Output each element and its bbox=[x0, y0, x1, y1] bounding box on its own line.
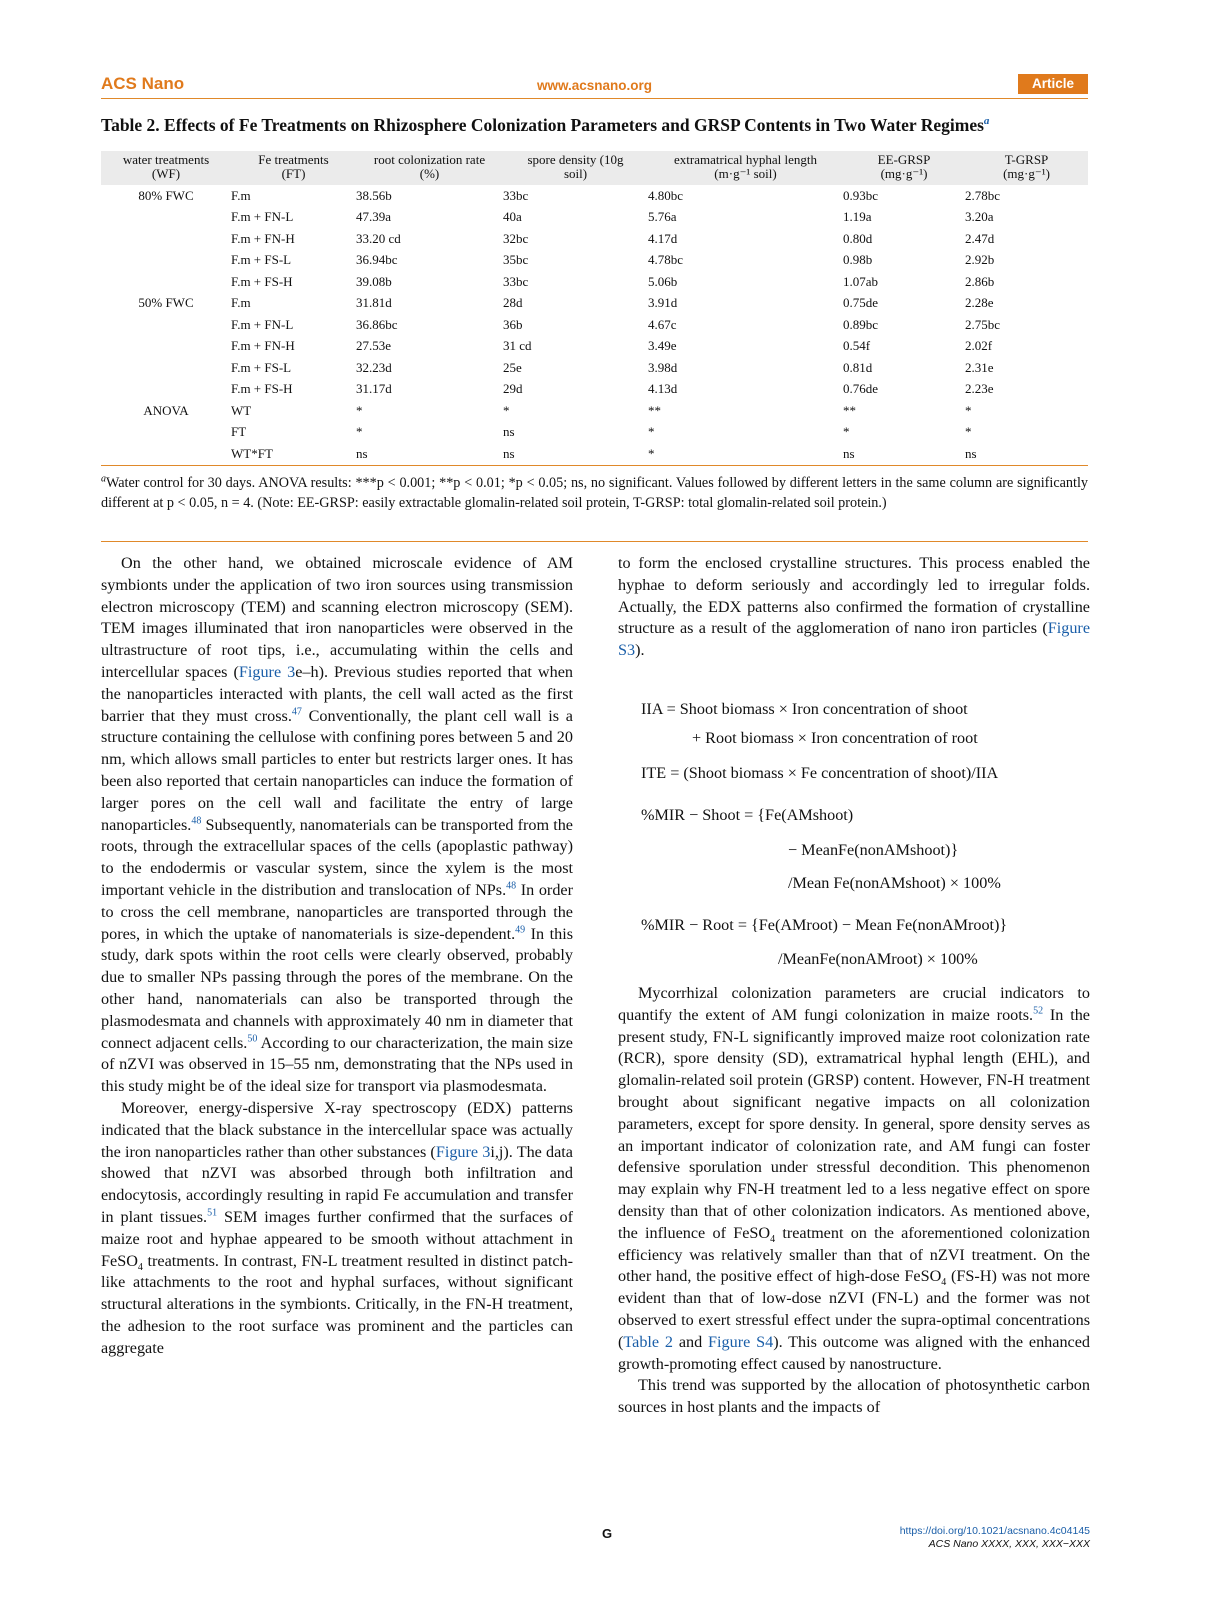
table-cell: F.m + FN-L bbox=[231, 316, 294, 332]
table-cell: 31 cd bbox=[503, 338, 532, 354]
paragraph-colonization-parameters: Mycorrhizal colonization parameters are crucial indicators to quantify the extent of AM fungi colonization in maize roots.$^{52}$ In the present study, FN-L significantly improved maize root colonization rate (RCR), spore density (SD), extramatrical hyphal length (EHL), and glomalin-related soil protein (GRSP) content. However, FN-H treatment brought about significant negative impacts on all colonization parameters, except for spore density. In general, spore density serves as an important indicator of colonization rate, and AM fungi can foster defensive sporulation under stressful decondition. This phenomenon may explain why FN-H treatment led to a less negative effect on spore density than that of other colonization indicators. As mentioned above, the influence of FeSO$_4$ treatment on the aforementioned colonization efficiency was relatively smaller than that of nZVI treatment. On the other hand, the positive effect of high-dose FeSO$_4$ (FS-H) was not more evident than that of low-dose nZVI (FN-L) and the former was not observed to exert stressful effect under the supra-optimal concentrations (Table 2 and Figure S4). This outcome was aligned with the enhanced growth-promoting effect caused by nanostructure. bbox=[618, 984, 1090, 1373]
table-cell: 47.39a bbox=[356, 209, 392, 225]
table-cell: 4.17d bbox=[648, 230, 678, 246]
table-row bbox=[101, 293, 1088, 315]
table-title-text: Table 2. Effects of Fe Treatments on Rhizosphere Colonization Parameters and GRSP Contents in Two Water Regimes bbox=[101, 115, 984, 135]
table-cell: F.m bbox=[231, 295, 251, 311]
table-footnote bbox=[101, 473, 1088, 513]
table-row bbox=[101, 207, 1088, 229]
table-body bbox=[101, 185, 1088, 465]
figure-s3-link[interactable]: Figure S3 bbox=[618, 619, 1090, 660]
reference-51-link[interactable]: 51 bbox=[207, 1207, 218, 1219]
footnote-mark: a bbox=[101, 473, 106, 485]
table-cell: 3.49e bbox=[648, 338, 677, 354]
table-cell: 3.98d bbox=[648, 359, 678, 375]
table-cell bbox=[101, 228, 231, 250]
table-cell: * bbox=[965, 402, 972, 418]
table-cell: ns bbox=[503, 424, 515, 440]
table-cell bbox=[101, 250, 231, 272]
reference-48-link[interactable]: 48 bbox=[191, 815, 202, 827]
table-cell: F.m + FS-H bbox=[231, 273, 293, 289]
table-cell: 33bc bbox=[503, 187, 529, 203]
paragraph-trend: This trend was supported by the allocation of photosynthetic carbon sources in host plants and the impacts of bbox=[618, 1376, 1090, 1417]
table-2-link[interactable]: Table 2 bbox=[623, 1332, 674, 1351]
figure-3-link[interactable]: Figure 3 bbox=[238, 662, 296, 681]
table-header bbox=[101, 151, 1088, 185]
table-cell: * bbox=[965, 424, 972, 440]
table-cell: 3.20a bbox=[965, 209, 994, 225]
table-cell: 0.81d bbox=[843, 359, 873, 375]
table-cell: 29d bbox=[503, 381, 523, 397]
equation-ite: ITE = (Shoot biomass × Fe concentration of shoot)/IIA bbox=[641, 764, 999, 782]
page-header bbox=[101, 72, 1088, 99]
column-header-1 bbox=[231, 151, 356, 185]
column-header-0 bbox=[101, 151, 231, 185]
table-cell: 40a bbox=[503, 209, 522, 225]
table-cell: 1.07ab bbox=[843, 273, 879, 289]
table-cell: 36.86bc bbox=[356, 316, 398, 332]
table-cell: 5.06b bbox=[648, 273, 678, 289]
table-cell: 0.89bc bbox=[843, 316, 879, 332]
column-header-line: spore density (10g bbox=[527, 152, 624, 167]
doi-link[interactable]: https://doi.org/10.1021/acsnano.4c04145 bbox=[899, 1525, 1090, 1537]
table-cell: ns bbox=[356, 443, 503, 465]
equation-iia-line1: IIA = Shoot biomass × Iron concentration of shoot bbox=[641, 700, 968, 718]
column-header-line: water treatments bbox=[122, 152, 210, 167]
table-cell bbox=[101, 336, 231, 358]
figure-3-link-2[interactable]: Figure 3 bbox=[435, 1142, 491, 1161]
table-row bbox=[101, 379, 1088, 401]
equation-mir-root-line1: %MIR − Root = {Fe(AMroot) − Mean Fe(nonAMroot)} bbox=[641, 916, 1008, 934]
table-cell: 38.56b bbox=[356, 187, 392, 203]
column-header-line: (mg·g⁻¹) bbox=[1003, 166, 1050, 181]
reference-48b-link[interactable]: 48 bbox=[506, 880, 517, 892]
table-cell: 2.28e bbox=[965, 295, 994, 311]
table-cell bbox=[101, 207, 231, 229]
equation-mir-shoot-line2: − MeanFe(nonAMshoot)} bbox=[788, 841, 959, 859]
reference-49-link[interactable]: 49 bbox=[515, 924, 526, 936]
table-footnote-marker[interactable]: a bbox=[983, 115, 990, 128]
table-cell: 4.80bc bbox=[648, 187, 684, 203]
table-title bbox=[101, 115, 1091, 136]
column-header-line: (mg·g⁻¹) bbox=[880, 166, 928, 181]
table-cell: 4.78bc bbox=[648, 252, 684, 268]
table-cell: 4.13d bbox=[648, 381, 678, 397]
table-cell: F.m + FS-L bbox=[231, 359, 292, 375]
column-header-line: EE-GRSP bbox=[877, 152, 931, 167]
table-cell: * bbox=[503, 402, 510, 418]
column-header-line: (WF) bbox=[151, 166, 181, 181]
table-cell: 35bc bbox=[503, 252, 529, 268]
column-header-5 bbox=[843, 151, 965, 185]
table-cell: F.m + FS-H bbox=[231, 381, 293, 397]
table-cell: 2.92b bbox=[965, 252, 995, 268]
table-cell bbox=[101, 379, 231, 401]
table-cell: 39.08b bbox=[356, 273, 392, 289]
table-cell: 0.76de bbox=[843, 381, 879, 397]
table-cell: * bbox=[648, 424, 655, 440]
table-cell: 0.93bc bbox=[843, 187, 879, 203]
table-cell: ns bbox=[503, 443, 648, 465]
page-number: G bbox=[601, 1526, 613, 1541]
doi-block bbox=[900, 1525, 1090, 1551]
table-cell: 1.19a bbox=[843, 209, 872, 225]
table-cell: * bbox=[648, 443, 843, 465]
table-cell: 2.75bc bbox=[965, 316, 1001, 332]
paragraph-crystalline: to form the enclosed crystalline structures. This process enabled the hyphae to deform seriously and accordingly led to irregular folds. Actually, the EDX patterns also confirmed the formation of crystalline structure as a result of the agglomeration of nano iron particles (Figure S3). bbox=[618, 554, 1090, 660]
table-cell: 31.81d bbox=[356, 295, 392, 311]
column-header-6 bbox=[965, 151, 1088, 185]
table-cell: 36b bbox=[503, 316, 523, 332]
column-header-2 bbox=[356, 151, 503, 185]
reference-50-link[interactable]: 50 bbox=[247, 1033, 258, 1045]
column-header-4 bbox=[648, 151, 843, 185]
equation-iia-line2: + Root biomass × Iron concentration of root bbox=[692, 729, 978, 747]
table-cell: WT*FT bbox=[231, 443, 356, 465]
table-row bbox=[101, 357, 1088, 379]
fe-treatment-table bbox=[101, 151, 1088, 466]
right-column-top bbox=[618, 553, 1090, 662]
table-cell: 2.31e bbox=[965, 359, 994, 375]
table-cell: F.m + FN-H bbox=[231, 230, 295, 246]
table-bottom-divider bbox=[101, 541, 1088, 542]
table-cell: ns bbox=[843, 443, 965, 465]
table-cell: ANOVA bbox=[143, 402, 189, 418]
table-row bbox=[101, 400, 1088, 422]
table-row bbox=[101, 336, 1088, 358]
column-header-line: soil) bbox=[563, 166, 588, 181]
column-header-line: extramatrical hyphal length bbox=[674, 152, 817, 167]
table-cell: F.m + FN-L bbox=[231, 209, 294, 225]
column-header-3 bbox=[503, 151, 648, 185]
table-row bbox=[101, 228, 1088, 250]
citation-text: ACS Nano XXXX, XXX, XXX−XXX bbox=[928, 1538, 1090, 1550]
left-column bbox=[101, 553, 573, 1359]
table-cell: FT bbox=[231, 424, 247, 440]
column-header-line: T-GRSP bbox=[1004, 152, 1049, 167]
table-row bbox=[101, 422, 1088, 444]
journal-name: ACS Nano bbox=[101, 74, 185, 93]
article-type-badge: Article bbox=[1018, 74, 1088, 94]
table-row bbox=[101, 250, 1088, 272]
table-cell: 36.94bc bbox=[356, 252, 398, 268]
column-header-line: Fe treatments bbox=[258, 152, 329, 167]
table-cell: 2.78bc bbox=[965, 187, 1001, 203]
table-cell: F.m bbox=[231, 187, 251, 203]
table-cell: 2.23e bbox=[965, 381, 994, 397]
table-cell bbox=[101, 271, 231, 293]
table-cell bbox=[101, 314, 231, 336]
column-header-line: root colonization rate bbox=[373, 152, 486, 167]
table-cell: 0.75de bbox=[843, 295, 879, 311]
table-row bbox=[101, 271, 1088, 293]
table-cell: 0.98b bbox=[843, 252, 873, 268]
equation-mir-shoot-line1: %MIR − Shoot = {Fe(AMshoot) bbox=[641, 806, 854, 824]
table-cell bbox=[101, 443, 231, 465]
equation-mir-shoot-line3: /Mean Fe(nonAMshoot) × 100% bbox=[788, 874, 1001, 892]
right-column-bottom bbox=[618, 983, 1090, 1419]
table-cell: 4.67c bbox=[648, 316, 677, 332]
table-cell: 2.86b bbox=[965, 273, 995, 289]
footnote-text: Water control for 30 days. ANOVA results: ***p < 0.001; **p < 0.01; *p < 0.05; ns, no significant. Values followed by different letters in the same column are significantly different at p < 0.05, n = 4. (Note: EE-GRSP: easily extractable glomalin-related soil protein, T-GRSP: total glomalin-related soil protein.) bbox=[101, 475, 1088, 511]
table-cell: 32.23d bbox=[356, 359, 392, 375]
table-cell: 0.54f bbox=[843, 338, 871, 354]
table-cell: ns bbox=[965, 443, 1088, 465]
table-cell: ** bbox=[843, 402, 856, 418]
table-cell: 80% FWC bbox=[138, 187, 194, 203]
table-cell: 33bc bbox=[503, 273, 529, 289]
reference-52-link[interactable]: 52 bbox=[1033, 1005, 1044, 1017]
paragraph-tem-evidence: On the other hand, we obtained microscale evidence of AM symbionts under the application of two iron sources using transmission electron microscopy (TEM) and scanning electron microscopy (SEM). TEM images illuminated that iron nanoparticles were observed in the ultrastructure of root tips, i.e., accumulating within the cells and intercellular spaces (Figure 3e–h). Previous studies reported that when the nanoparticles interacted with plants, the cell wall acted as the first barrier that they must cross.$^{47}$ Conventionally, the plant cell wall is a structure containing the cellulose with confining pores between 5 and 20 nm, which allows small particles to enter but restricts larger ones. It has been also reported that certain nanoparticles can induce the formation of larger pores on the cell wall and facilitate the entry of large nanoparticles.$^{48}$ Subsequently, nanomaterials can be transported from the roots, through the extracellular spaces of the cells (apoplastic pathway) to the endodermis or vascular system, since the xylem is the most important vehicle in the distribution and translocation of NPs.$^{48}$ In order to cross the cell membrane, nanoparticles are transported through the pores, in which the uptake of nanomaterials is size-dependent.$^{49}$ In this study, dark spots within the root cells were clearly observed, probably due to smaller NPs passing through the pores of the membrane. On the other hand, nanomaterials can also be transported through the plasmodesmata and channels with approximately 40 nm in diameter that connect adjacent cells.$^{50}$ According to our characterization, the main size of nZVI was observed in 15–55 nm, demonstrating that the NPs used in this study might be of the ideal size for transport via plasmodesmata. bbox=[101, 554, 573, 1096]
table-cell: * bbox=[356, 402, 363, 418]
table-cell: * bbox=[843, 424, 850, 440]
figure-s4-link[interactable]: Figure S4 bbox=[708, 1332, 774, 1351]
table-cell: ** bbox=[648, 402, 661, 418]
table-cell: WT bbox=[231, 402, 252, 418]
table-cell: F.m + FS-L bbox=[231, 252, 292, 268]
table-cell: 3.91d bbox=[648, 295, 678, 311]
table-cell: 32bc bbox=[503, 230, 529, 246]
table-cell: 31.17d bbox=[356, 381, 392, 397]
table-cell bbox=[101, 422, 231, 444]
table-cell: F.m + FN-H bbox=[231, 338, 295, 354]
table-cell: 5.76a bbox=[648, 209, 677, 225]
paragraph-edx-evidence: Moreover, energy-dispersive X-ray spectroscopy (EDX) patterns indicated that the black substance in the intercellular space was actually the iron nanoparticles rather than other substances (Figure 3i,j). The data showed that nZVI was absorbed through both infiltration and endocytosis, accordingly resulting in rapid Fe accumulation and transfer in plant tissues.$^{51}$ SEM images further confirmed that the surfaces of maize root and hyphae appeared to be smooth without attachment in FeSO$_4$ treatments. In contrast, FN-L treatment resulted in distinct patch-like attachments to the root and hyphal surfaces, without significant structural alterations in the symbionts. Critically, in the FN-H treatment, the adhesion to the root surface was prominent and the particles can aggregate bbox=[101, 1098, 573, 1357]
table-cell: 27.53e bbox=[356, 338, 392, 354]
table-row bbox=[101, 314, 1088, 336]
table-cell: 0.80d bbox=[843, 230, 873, 246]
table-row bbox=[101, 185, 1088, 207]
column-header-line: (%) bbox=[419, 166, 440, 181]
table-row bbox=[101, 443, 1088, 465]
equation-mir-root-line2: /MeanFe(nonAMroot) × 100% bbox=[778, 950, 978, 968]
table-cell: 2.47d bbox=[965, 230, 995, 246]
table-cell bbox=[101, 357, 231, 379]
table-cell: 33.20 cd bbox=[356, 230, 401, 246]
table-cell: * bbox=[356, 424, 363, 440]
reference-47-link[interactable]: 47 bbox=[291, 706, 302, 718]
column-header-line: (FT) bbox=[281, 166, 306, 181]
table-cell: 2.02f bbox=[965, 338, 993, 354]
journal-website-link[interactable]: www.acsnano.org bbox=[536, 78, 653, 93]
table-cell: 50% FWC bbox=[138, 295, 194, 311]
column-header-line: (m·g⁻¹ soil) bbox=[714, 166, 777, 181]
table-cell: 25e bbox=[503, 359, 522, 375]
table-cell: 28d bbox=[503, 295, 523, 311]
